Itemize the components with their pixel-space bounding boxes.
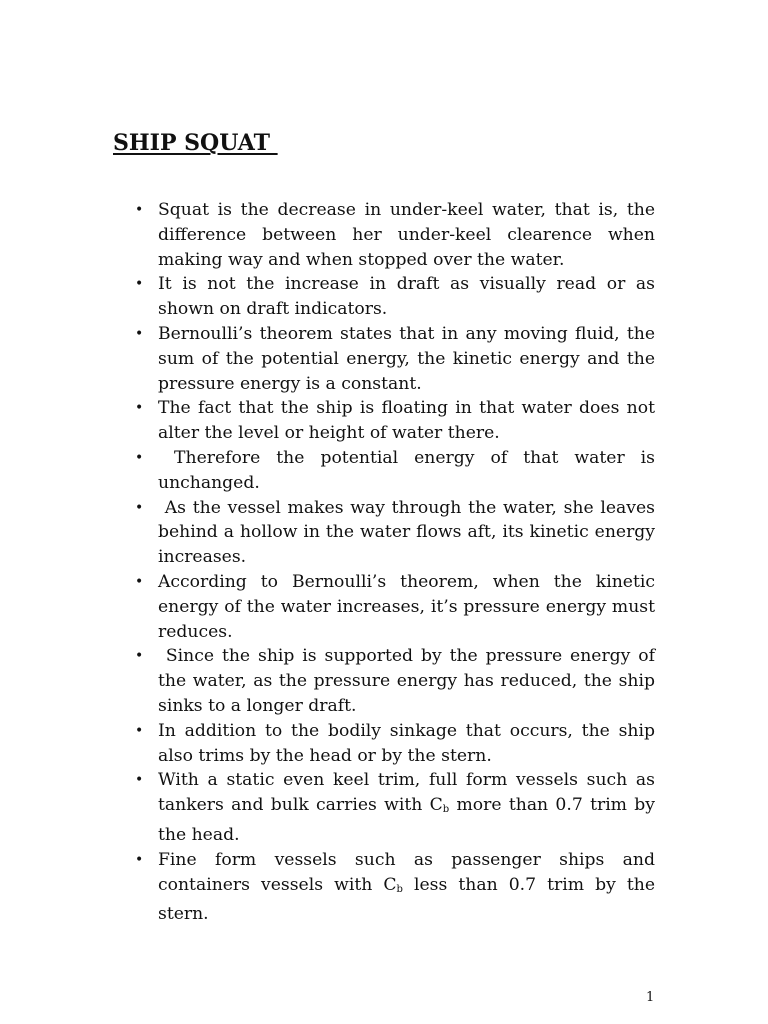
- bullet-text: The fact that the ship is floating in that water does not alter the level or height of water there.: [158, 398, 661, 444]
- bullet-text: Squat is the decrease in under-keel water, that is, the difference between her under-keel clearence when making way and when stopped over the water.: [158, 200, 661, 270]
- list-item: [135, 644, 661, 718]
- bullet-list: [135, 198, 661, 927]
- bullet-text: According to Bernoulli’s theorem, when the kinetic energy of the water increases, it’s pressure energy must reduces.: [158, 571, 661, 642]
- bullet-icon: •: [135, 573, 144, 590]
- list-item: [135, 768, 661, 847]
- list-item: [135, 322, 661, 396]
- bullet-icon: •: [135, 772, 144, 789]
- list-item: [135, 272, 661, 322]
- bullet-text: [158, 850, 660, 925]
- list-item: [135, 198, 661, 272]
- subscript: b: [442, 804, 450, 816]
- bullet-icon: •: [135, 276, 144, 293]
- list-item: [135, 446, 661, 496]
- list-item: [135, 848, 661, 927]
- bullet-text: Bernoulli’s theorem states that in any moving fluid, the sum of the potential energy, the kinetic energy and the pressure energy is a constant.: [158, 323, 661, 394]
- bullet-icon: •: [135, 499, 144, 516]
- bullet-text: As the vessel makes way through the water, she leaves behind a hollow in the water flows aft, its kinetic energy increases.: [158, 497, 661, 568]
- bullet-text-part: less than 0.7 trim by the stern.: [158, 874, 661, 925]
- bullet-icon: •: [135, 648, 144, 665]
- bullet-text-part: With a static even keel trim, full form vessels such as tankers and bulk carries with C: [158, 770, 661, 816]
- list-item: [135, 719, 661, 769]
- page-title: SHIP SQUAT: [113, 130, 278, 156]
- list-item: [135, 570, 661, 644]
- list-item: [135, 496, 661, 570]
- page-number: 1: [646, 990, 655, 1005]
- bullet-icon: •: [135, 400, 144, 417]
- bullet-icon: •: [135, 851, 144, 868]
- bullet-text-part: more than 0.7 trim by the head.: [158, 795, 661, 845]
- subscript: b: [396, 883, 403, 895]
- bullet-text: Therefore the potential energy of that water is unchanged.: [158, 447, 661, 493]
- bullet-text: In addition to the bodily sinkage that occurs, the ship also trims by the head or by the stern.: [158, 720, 661, 766]
- list-item: [135, 396, 661, 446]
- bullet-icon: •: [135, 722, 144, 739]
- bullet-icon: •: [135, 202, 144, 218]
- bullet-text: [158, 770, 660, 845]
- bullet-icon: •: [135, 449, 144, 466]
- bullet-text: It is not the increase in draft as visually read or as shown on draft indicators.: [158, 274, 661, 320]
- bullet-icon: •: [135, 325, 144, 342]
- bullet-text: Since the ship is supported by the pressure energy of the water, as the pressure energy has reduced, the ship sinks to a longer draft.: [158, 646, 661, 716]
- bullet-text-part: Fine form vessels such as passenger ships and containers vessels with C: [158, 849, 661, 895]
